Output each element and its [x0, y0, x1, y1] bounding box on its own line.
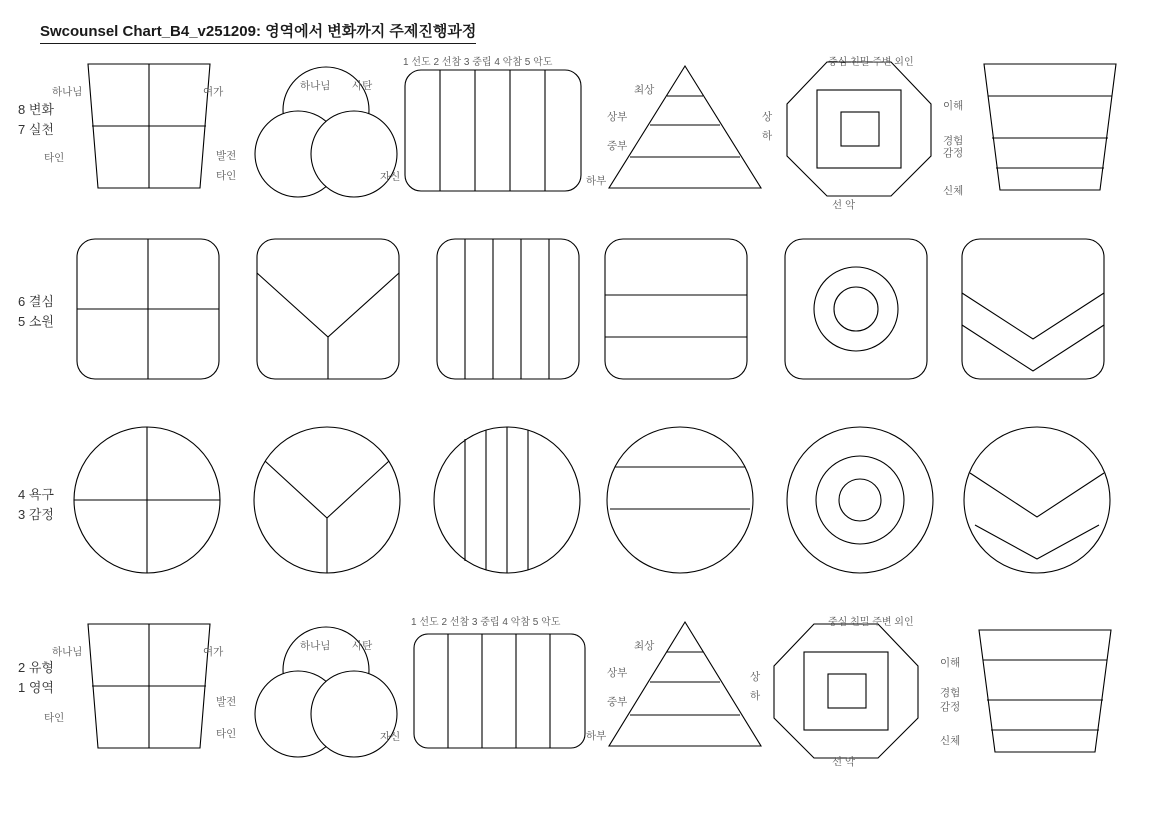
shape-pyramid-r4 — [605, 618, 765, 750]
annotation-leisure-r1: 여가 — [203, 86, 224, 98]
shape-vertical-strips-circle-r3 — [432, 425, 582, 575]
row-label-3-line1: 4 욕구 — [18, 487, 54, 502]
annotation-god-r1: 하나님 — [52, 86, 83, 98]
row-label-2-line2: 5 소원 — [18, 314, 54, 330]
annotation-growth-r4: 발전 — [216, 696, 237, 708]
annotation-octagon-left-top-r1: 상 — [762, 111, 773, 123]
annotation-octagon-top-r4: 중심 친밀 주변 외인 — [828, 617, 914, 628]
row-label-3 — [18, 485, 54, 525]
annotation-venn-satan-r1: 사탄 — [352, 80, 373, 92]
annotation-venn-self-r1: 자신 — [380, 171, 401, 183]
annotation-body-r1: 신체 — [943, 185, 964, 197]
shape-tri-sector-circle-r3 — [252, 425, 402, 575]
shape-horizontal-bands-circle-r3 — [605, 425, 755, 575]
annotation-understanding-r4: 이해 — [940, 657, 961, 669]
annotation-pyramid-middle-r1: 중부 — [607, 140, 628, 152]
annotation-venn-god-r1: 하나님 — [300, 80, 331, 92]
row-label-2 — [18, 292, 54, 332]
annotation-body-r4: 신체 — [940, 735, 961, 747]
row-label-1-line2: 7 실천 — [18, 122, 54, 138]
shape-chevron-bands-square-r2 — [960, 237, 1106, 381]
shape-quadrant-trapezoid-r1 — [80, 62, 220, 190]
annotation-experience-r4: 경험 — [940, 687, 961, 699]
row-label-4-line1: 2 유형 — [18, 660, 54, 675]
annotation-other-r4: 타인 — [44, 712, 65, 724]
shape-concentric-circle-r3 — [785, 425, 935, 575]
shape-pyramid-r1 — [605, 62, 765, 192]
annotation-scale-r1: 1 선도 2 선참 3 중립 4 악참 5 악도 — [403, 57, 553, 68]
shape-concentric-square-r2 — [783, 237, 929, 381]
annotation-venn-self-r4: 자신 — [380, 731, 401, 743]
row-label-2-line1: 6 결심 — [18, 294, 54, 309]
row-label-4 — [18, 658, 54, 698]
shape-trapezoid-layers-r1 — [980, 62, 1120, 192]
annotation-pyramid-lower-r4: 하부 — [586, 730, 607, 742]
annotation-pyramid-lower-r1: 하부 — [586, 175, 607, 187]
annotation-octagon-top-r1: 중심 친밀 주변 외인 — [828, 57, 914, 68]
shape-chevron-square-r2 — [255, 237, 401, 381]
annotation-other2-r1: 타인 — [216, 170, 237, 182]
shape-vertical-strips-r1 — [403, 68, 583, 193]
shape-trapezoid-layers-r4 — [975, 628, 1115, 754]
page-title: Swcounsel Chart_B4_v251209: 영역에서 변화까지 주제진행과정 — [40, 20, 476, 44]
annotation-pyramid-upper-r4: 상부 — [607, 667, 628, 679]
annotation-octagon-left-bottom-r4: 하 — [750, 690, 761, 702]
shape-horizontal-bands-r2 — [603, 237, 749, 381]
annotation-octagon-bottom-r4: 선 악 — [832, 756, 856, 768]
annotation-other-r1: 타인 — [44, 152, 65, 164]
row-label-3-line2: 3 감정 — [18, 507, 54, 523]
shape-chevron-bands-circle-r3 — [962, 425, 1112, 575]
annotation-octagon-left-top-r4: 상 — [750, 671, 761, 683]
shape-quadrant-trapezoid-r4 — [80, 622, 220, 750]
annotation-octagon-left-bottom-r1: 하 — [762, 130, 773, 142]
row-label-4-line2: 1 영역 — [18, 680, 54, 696]
shape-quadrant-square-r2 — [75, 237, 221, 381]
shape-octagon-r1 — [785, 57, 933, 198]
annotation-scale-r4: 1 선도 2 선참 3 중립 4 악참 5 악도 — [411, 617, 561, 628]
annotation-leisure-r4: 여가 — [203, 646, 224, 658]
annotation-pyramid-top-r4: 최상 — [634, 640, 655, 652]
annotation-growth-r1: 발전 — [216, 150, 237, 162]
shape-octagon-r4 — [772, 622, 920, 760]
row-label-1-line1: 8 변화 — [18, 102, 54, 117]
annotation-pyramid-upper-r1: 상부 — [607, 111, 628, 123]
annotation-pyramid-top-r1: 최상 — [634, 84, 655, 96]
annotation-octagon-bottom-r1: 선 악 — [832, 199, 856, 211]
annotation-experience-r1: 경험 — [943, 135, 964, 147]
annotation-venn-satan-r4: 사탄 — [352, 640, 373, 652]
row-label-1 — [18, 100, 54, 140]
annotation-emotion-r4: 감정 — [940, 701, 961, 713]
annotation-god-r4: 하나님 — [52, 646, 83, 658]
annotation-emotion-r1: 감정 — [943, 147, 964, 159]
shape-vertical-strips-r2 — [435, 237, 581, 381]
annotation-pyramid-middle-r4: 중부 — [607, 696, 628, 708]
shape-vertical-strips-r4 — [412, 632, 587, 750]
annotation-other2-r4: 타인 — [216, 728, 237, 740]
shape-quadrant-circle-r3 — [72, 425, 222, 575]
annotation-venn-god-r4: 하나님 — [300, 640, 331, 652]
annotation-understanding-r1: 이해 — [943, 100, 964, 112]
